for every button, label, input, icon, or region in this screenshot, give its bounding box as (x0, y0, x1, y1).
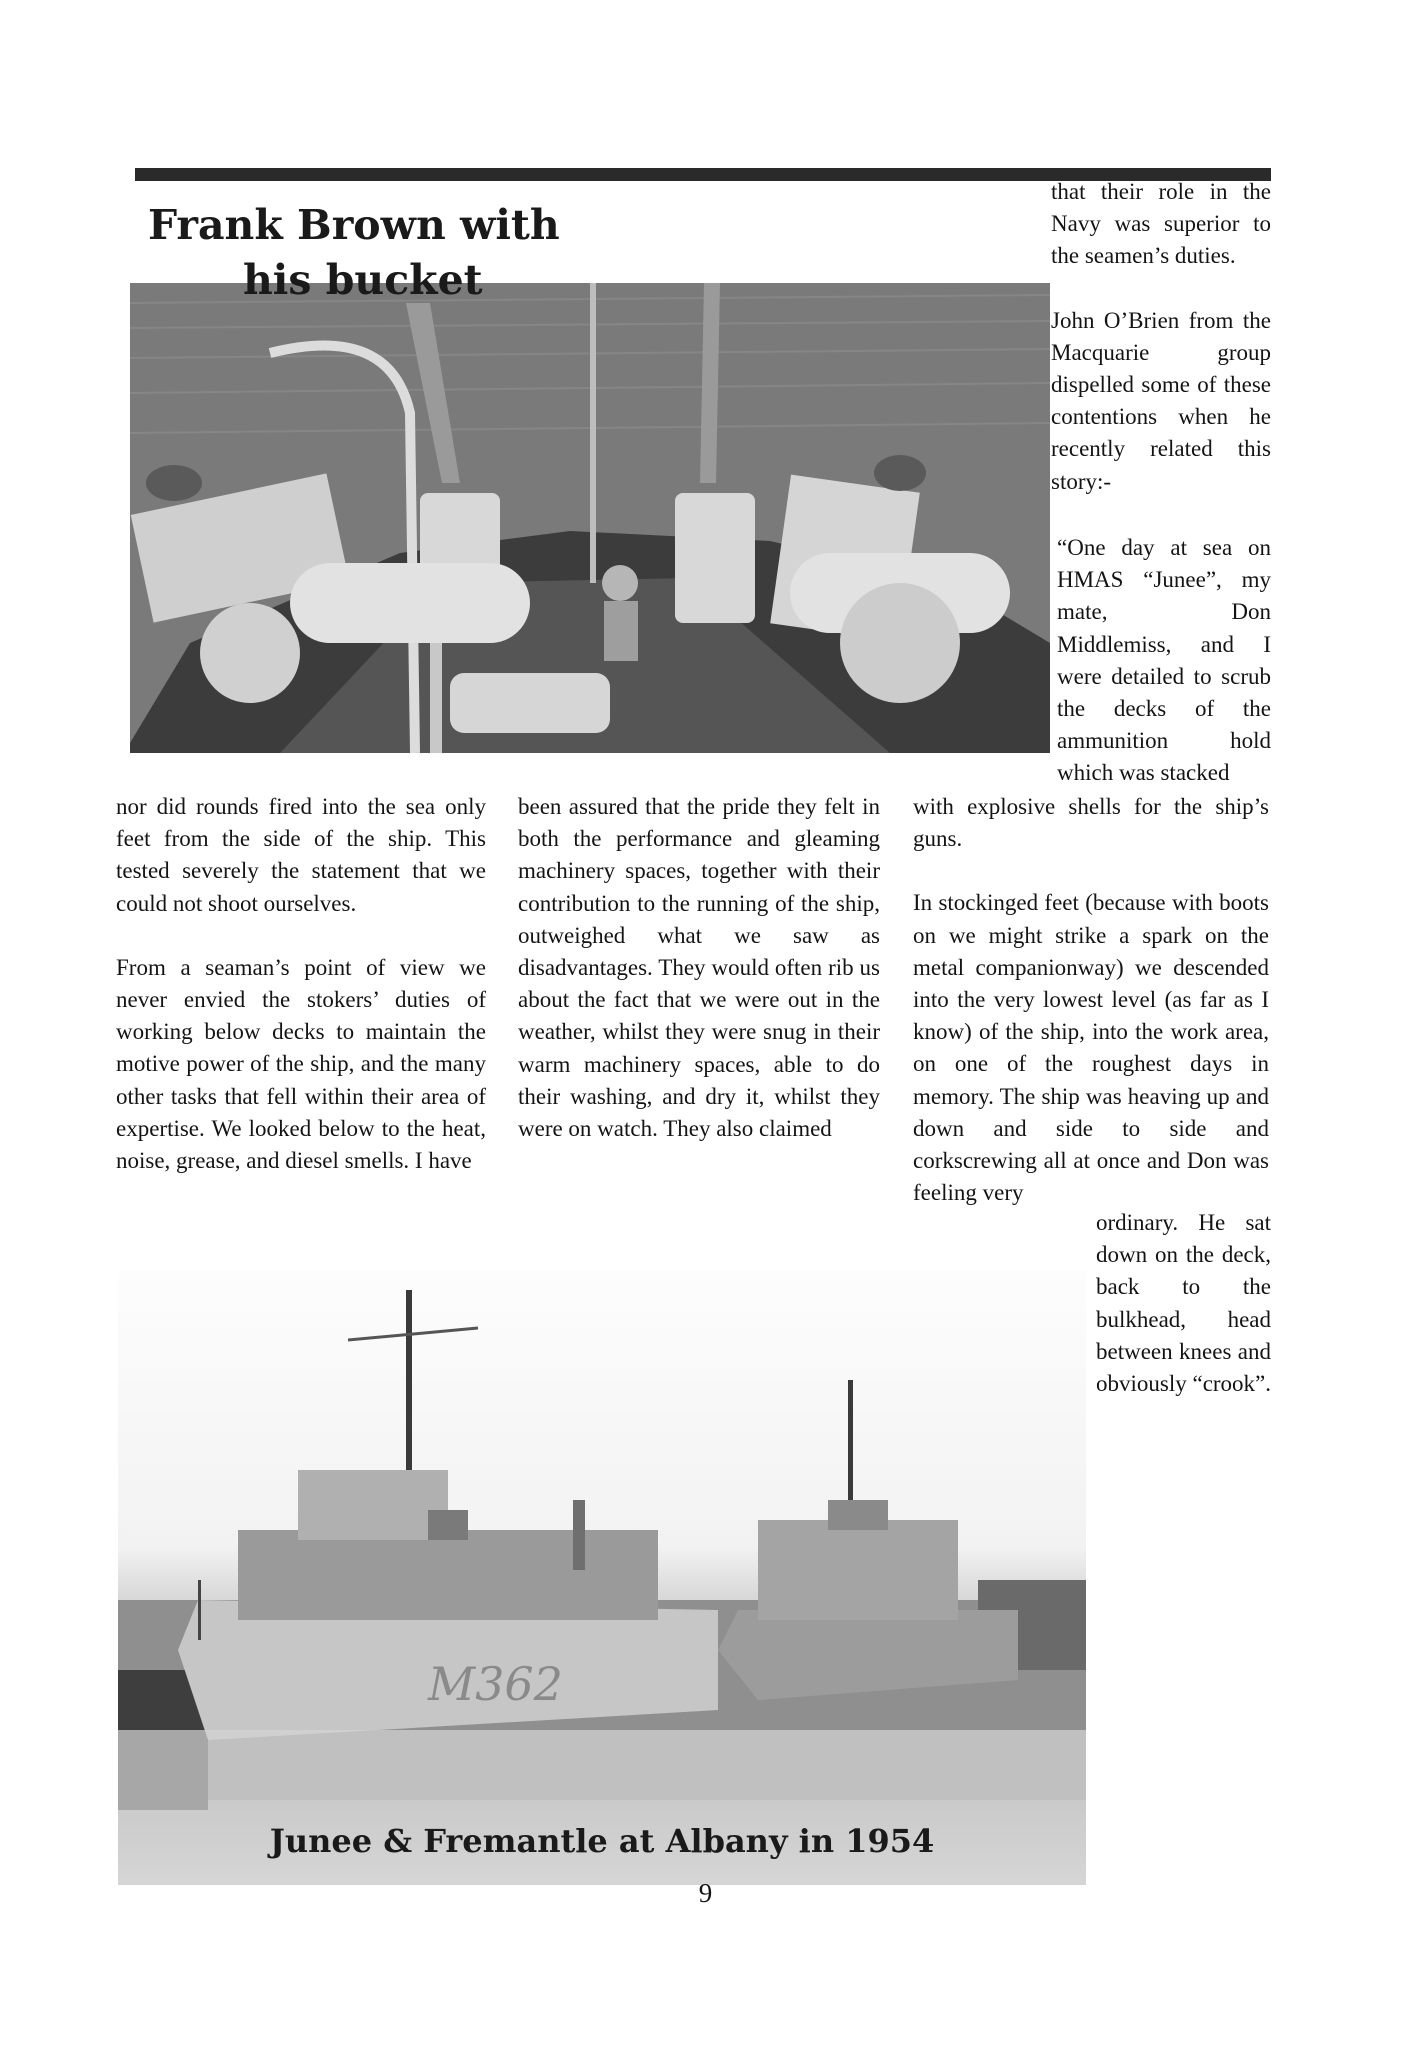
ships-photo (118, 1270, 1086, 1885)
article-column-2 (518, 791, 880, 1177)
caption-line-1: Frank Brown with (148, 201, 560, 249)
article-column-1 (116, 791, 486, 1209)
paragraph: In stockinged feet (because with boots on we might strike a spark on the metal companionway) we descended into the very lowest level (as far as I know) of the ship, into the work area, on one of the roughest days in memory. The ship was heaving up and down and side to side and corkscrewing all at once and Don was feeling very (913, 890, 1269, 1206)
photo-caption-bottom: Junee & Fremantle at Albany in 1954 (269, 1822, 935, 1860)
deck-photo (130, 283, 1050, 753)
article-column-3 (913, 791, 1269, 1241)
article-right-middle (1057, 532, 1271, 822)
paragraph: been assured that the pride they felt in both the performance and gleaming machinery spaces, together with their contribution to the running of the ship, outweighed what we saw as disadvantages. They would often rib us about the fact that we were out in the weather, whilst they were snug in their warm machinery spaces, able to do their washing, and dry it, whilst they were on watch. They also claimed (518, 794, 880, 1142)
paragraph: nor did rounds fired into the sea only feet from the side of the ship. This tested severely the statement that we could not shoot ourselves. (116, 794, 486, 916)
page-number: 9 (698, 1878, 713, 1908)
paragraph: with explosive shells for the ship’s guns. (913, 794, 1269, 852)
paragraph: “One day at sea on HMAS “Junee”, my mate, Don Middlemiss, and I were detailed to scrub the decks of the ammunition hold which was stacked (1057, 535, 1271, 786)
paragraph: John O’Brien from the Macquarie group dispelled some of these contentions when he recently related this story:- (1051, 307, 1271, 494)
article-right-top (1051, 176, 1271, 530)
paragraph: that their role in the Navy was superior to the seamen’s duties. (1051, 179, 1271, 269)
photo-caption-top (148, 198, 628, 308)
paragraph: ordinary. He sat down on the deck, back to the bulkhead, head between knees and obviously “crook”. (1096, 1210, 1272, 1397)
paragraph: From a seaman’s point of view we never envied the stokers’ duties of working below decks to maintain the motive power of the ship, and the many other tasks that fell within their area of expertise. We looked below to the heat, noise, grease, and diesel smells. I have (116, 954, 486, 1174)
caption-line-2: his bucket (243, 256, 483, 304)
hull-marking: M362 (428, 1657, 563, 1711)
article-column-3-continued (1096, 1207, 1271, 1432)
